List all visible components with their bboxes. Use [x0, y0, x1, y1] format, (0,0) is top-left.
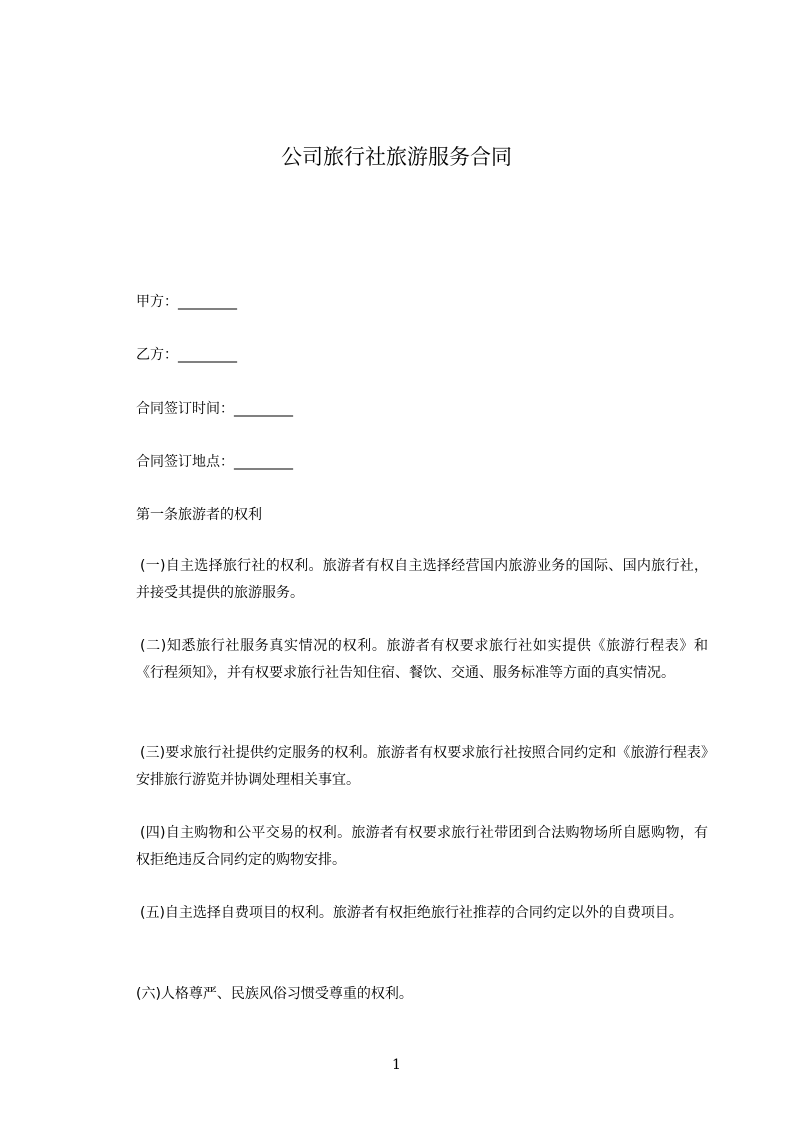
field-party-a: [136, 292, 237, 312]
field-label: 合同签订地点：: [136, 454, 234, 470]
paragraph-6: (六)人格尊严、民族风俗习惯受尊重的权利。: [136, 986, 413, 1002]
field-sign-time: [136, 399, 293, 419]
article-heading: 第一条旅游者的权利: [136, 507, 262, 523]
field-sign-place: [136, 452, 293, 472]
paragraph-4: (四)自主购物和公平交易的权利。旅游者有权要求旅行社带团到合法购物场所自愿购物，有权拒绝违反合同约定的购物安排。: [136, 825, 708, 868]
field-blank: _________: [234, 454, 293, 470]
paragraph-1: (一)自主选择旅行社的权利。旅游者有权自主选择经营国内旅游业务的国际、国内旅行社，并接受其提供的旅游服务。: [136, 558, 708, 601]
page-number: 1: [392, 1057, 401, 1073]
field-blank: _________: [178, 294, 237, 310]
field-blank: _________: [178, 347, 237, 363]
field-blank: _________: [234, 401, 293, 417]
paragraph-5: (五)自主选择自费项目的权利。旅游者有权拒绝旅行社推荐的合同约定以外的自费项目。: [140, 905, 683, 921]
paragraph-2: (二)知悉旅行社服务真实情况的权利。旅游者有权要求旅行社如实提供《旅游行程表》和《行程须知》，并有权要求旅行社告知住宿、餐饮、交通、服务标准等方面的真实情况。: [136, 638, 708, 681]
field-label: 甲方：: [136, 294, 178, 310]
document-title: 公司旅行社旅游服务合同: [281, 145, 512, 169]
field-label: 合同签订时间：: [136, 401, 234, 417]
field-party-b: [136, 345, 237, 365]
paragraph-3: (三)要求旅行社提供约定服务的权利。旅游者有权要求旅行社按照合同约定和《旅游行程表》安排旅行游览并协调处理相关事宜。: [136, 745, 708, 788]
field-label: 乙方：: [136, 347, 178, 363]
